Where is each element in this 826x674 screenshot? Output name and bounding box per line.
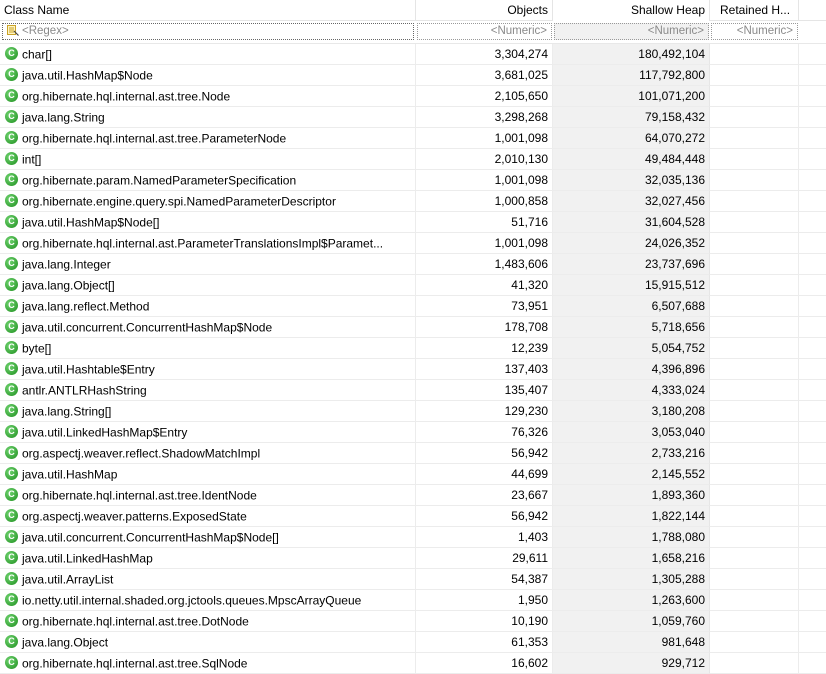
retained-heap-cell	[710, 485, 799, 506]
retained-heap-cell	[710, 590, 799, 611]
retained-heap-cell	[710, 380, 799, 401]
objects-cell: 3,304,274	[416, 44, 553, 65]
empty-cell	[799, 380, 826, 401]
class-name-cell[interactable]	[0, 632, 416, 653]
objects-cell: 61,353	[416, 632, 553, 653]
class-icon: C	[5, 47, 18, 60]
class-name-cell[interactable]	[0, 149, 416, 170]
class-name-filter-text: <Regex>	[22, 25, 69, 37]
shallow-heap-cell: 23,737,696	[553, 254, 710, 275]
table-row[interactable]	[0, 443, 826, 464]
empty-cell	[799, 464, 826, 485]
retained-heap-cell	[710, 254, 799, 275]
class-icon: C	[5, 341, 18, 354]
shallow-heap-cell: 79,158,432	[553, 107, 710, 128]
objects-cell: 56,942	[416, 506, 553, 527]
class-name-text: java.util.ArrayList	[22, 572, 114, 587]
table-row[interactable]	[0, 296, 826, 317]
column-header-retained-heap[interactable]: Retained H...	[710, 0, 799, 21]
shallow-heap-cell: 4,396,896	[553, 359, 710, 380]
class-name-text: java.lang.Object[]	[22, 278, 115, 293]
regex-filter-icon	[7, 24, 19, 36]
shallow-heap-cell: 24,026,352	[553, 233, 710, 254]
objects-cell: 1,001,098	[416, 233, 553, 254]
class-icon: C	[5, 572, 18, 585]
retained-heap-cell	[710, 65, 799, 86]
table-row[interactable]	[0, 590, 826, 611]
objects-cell: 29,611	[416, 548, 553, 569]
filter-row	[0, 21, 826, 44]
empty-cell	[799, 170, 826, 191]
class-name-cell[interactable]	[0, 443, 416, 464]
class-icon: C	[5, 362, 18, 375]
class-icon: C	[5, 425, 18, 438]
objects-cell: 1,001,098	[416, 128, 553, 149]
table-row[interactable]	[0, 548, 826, 569]
shallow-heap-cell: 929,712	[553, 653, 710, 674]
class-name-text: java.util.LinkedHashMap	[22, 551, 153, 566]
class-name-cell[interactable]	[0, 254, 416, 275]
class-name-text: java.lang.String	[22, 110, 105, 125]
objects-cell: 1,000,858	[416, 191, 553, 212]
class-name-text: java.lang.reflect.Method	[22, 299, 150, 314]
class-name-filter[interactable]	[2, 23, 414, 40]
shallow-heap-cell: 49,484,448	[553, 149, 710, 170]
retained-heap-cell	[710, 44, 799, 65]
objects-cell: 1,403	[416, 527, 553, 548]
objects-cell: 2,010,130	[416, 149, 553, 170]
table-row[interactable]	[0, 632, 826, 653]
retained-heap-cell	[710, 170, 799, 191]
empty-cell	[799, 401, 826, 422]
class-name-text: org.hibernate.hql.internal.ast.tree.SqlNode	[22, 656, 248, 671]
shallow-heap-cell: 180,492,104	[553, 44, 710, 65]
class-name-cell[interactable]	[0, 128, 416, 149]
empty-cell	[799, 65, 826, 86]
table-row[interactable]	[0, 464, 826, 485]
table-row[interactable]	[0, 86, 826, 107]
class-icon: C	[5, 320, 18, 333]
objects-cell: 54,387	[416, 569, 553, 590]
objects-cell: 16,602	[416, 653, 553, 674]
shallow-heap-cell: 6,507,688	[553, 296, 710, 317]
class-name-cell[interactable]	[0, 611, 416, 632]
table-row[interactable]	[0, 212, 826, 233]
class-name-text: org.hibernate.hql.internal.ast.tree.IdentNode	[22, 488, 257, 503]
class-name-text: antlr.ANTLRHashString	[22, 383, 147, 398]
table-row[interactable]	[0, 170, 826, 191]
shallow-heap-cell: 31,604,528	[553, 212, 710, 233]
class-icon: C	[5, 110, 18, 123]
class-name-text: java.util.concurrent.ConcurrentHashMap$Node	[22, 320, 273, 335]
class-icon: C	[5, 215, 18, 228]
retained-heap-cell	[710, 191, 799, 212]
retained-heap-cell	[710, 317, 799, 338]
class-name-cell[interactable]	[0, 422, 416, 443]
class-name-text: char[]	[22, 47, 53, 62]
class-name-cell[interactable]	[0, 548, 416, 569]
retained-heap-cell	[710, 422, 799, 443]
empty-cell	[799, 275, 826, 296]
empty-cell	[799, 191, 826, 212]
class-name-cell[interactable]	[0, 191, 416, 212]
shallow-heap-cell: 1,788,080	[553, 527, 710, 548]
class-name-text: byte[]	[22, 341, 52, 356]
shallow-heap-cell: 32,027,456	[553, 191, 710, 212]
objects-cell: 44,699	[416, 464, 553, 485]
class-name-cell[interactable]	[0, 317, 416, 338]
empty-cell	[799, 296, 826, 317]
retained-heap-cell	[710, 443, 799, 464]
class-icon: C	[5, 530, 18, 543]
empty-cell	[799, 548, 826, 569]
class-icon: C	[5, 446, 18, 459]
empty-cell	[799, 359, 826, 380]
class-icon: C	[5, 68, 18, 81]
class-name-cell[interactable]	[0, 44, 416, 65]
table-row[interactable]	[0, 380, 826, 401]
empty-cell	[799, 590, 826, 611]
column-header-class-name[interactable]: Class Name	[0, 0, 416, 21]
class-icon: C	[5, 194, 18, 207]
shallow-heap-cell: 1,822,144	[553, 506, 710, 527]
class-name-cell[interactable]	[0, 464, 416, 485]
class-name-cell[interactable]	[0, 86, 416, 107]
class-icon: C	[5, 593, 18, 606]
table-row[interactable]	[0, 128, 826, 149]
class-name-text: java.lang.String[]	[22, 404, 112, 419]
empty-cell	[799, 506, 826, 527]
table-header	[0, 0, 826, 21]
table-row[interactable]	[0, 317, 826, 338]
retained-heap-cell	[710, 401, 799, 422]
empty-cell	[799, 86, 826, 107]
empty-cell	[799, 128, 826, 149]
class-name-text: org.hibernate.hql.internal.ast.tree.ParameterNode	[22, 131, 287, 146]
class-name-text: java.util.concurrent.ConcurrentHashMap$Node[]	[22, 530, 279, 545]
shallow-heap-cell: 981,648	[553, 632, 710, 653]
retained-heap-cell	[710, 569, 799, 590]
class-name-cell[interactable]	[0, 590, 416, 611]
empty-cell	[799, 317, 826, 338]
class-name-text: org.hibernate.hql.internal.ast.tree.Node	[22, 89, 231, 104]
table-row[interactable]	[0, 44, 826, 65]
objects-cell: 76,326	[416, 422, 553, 443]
retained-heap-cell	[710, 506, 799, 527]
class-name-cell[interactable]	[0, 233, 416, 254]
table-row[interactable]	[0, 401, 826, 422]
class-icon: C	[5, 467, 18, 480]
objects-cell: 3,681,025	[416, 65, 553, 86]
class-name-text: org.aspectj.weaver.reflect.ShadowMatchImpl	[22, 446, 261, 461]
objects-cell: 12,239	[416, 338, 553, 359]
class-name-cell[interactable]	[0, 212, 416, 233]
class-name-cell[interactable]	[0, 653, 416, 674]
class-icon: C	[5, 635, 18, 648]
class-icon: C	[5, 131, 18, 144]
class-name-text: java.lang.Object	[22, 635, 109, 650]
class-name-text: java.util.Hashtable$Entry	[22, 362, 155, 377]
empty-cell	[799, 569, 826, 590]
retained-heap-cell	[710, 107, 799, 128]
objects-cell: 51,716	[416, 212, 553, 233]
empty-cell	[799, 443, 826, 464]
shallow-heap-cell: 1,893,360	[553, 485, 710, 506]
shallow-heap-cell: 1,263,600	[553, 590, 710, 611]
class-icon: C	[5, 299, 18, 312]
shallow-heap-cell: 117,792,800	[553, 65, 710, 86]
shallow-heap-cell: 15,915,512	[553, 275, 710, 296]
retained-heap-cell	[710, 296, 799, 317]
table-row[interactable]	[0, 149, 826, 170]
class-icon: C	[5, 656, 18, 669]
retained-heap-cell	[710, 275, 799, 296]
empty-cell	[799, 44, 826, 65]
retained-heap-cell	[710, 527, 799, 548]
retained-heap-cell	[710, 338, 799, 359]
empty-cell	[799, 338, 826, 359]
table-row[interactable]	[0, 611, 826, 632]
class-name-cell[interactable]	[0, 275, 416, 296]
objects-cell: 56,942	[416, 443, 553, 464]
table-row[interactable]	[0, 275, 826, 296]
table-row[interactable]	[0, 338, 826, 359]
shallow-heap-cell: 101,071,200	[553, 86, 710, 107]
table-row[interactable]	[0, 569, 826, 590]
empty-cell	[799, 233, 826, 254]
table-row[interactable]	[0, 191, 826, 212]
objects-cell: 10,190	[416, 611, 553, 632]
retained-heap-cell	[710, 128, 799, 149]
class-icon: C	[5, 257, 18, 270]
retained-heap-filter[interactable]: <Numeric>	[711, 23, 798, 40]
retained-heap-cell	[710, 632, 799, 653]
objects-cell: 23,667	[416, 485, 553, 506]
class-name-cell[interactable]	[0, 107, 416, 128]
class-icon: C	[5, 89, 18, 102]
class-name-cell[interactable]	[0, 569, 416, 590]
empty-cell	[799, 527, 826, 548]
class-icon: C	[5, 488, 18, 501]
objects-cell: 2,105,650	[416, 86, 553, 107]
retained-heap-cell	[710, 86, 799, 107]
class-name-text: org.hibernate.hql.internal.ast.ParameterTranslationsImpl$Paramet...	[22, 236, 384, 251]
class-icon: C	[5, 173, 18, 186]
shallow-heap-cell: 1,059,760	[553, 611, 710, 632]
empty-cell	[799, 653, 826, 674]
empty-cell	[799, 485, 826, 506]
class-icon: C	[5, 509, 18, 522]
class-name-cell[interactable]	[0, 485, 416, 506]
shallow-heap-cell: 1,658,216	[553, 548, 710, 569]
retained-heap-cell	[710, 464, 799, 485]
class-name-cell[interactable]	[0, 338, 416, 359]
class-name-text: org.hibernate.param.NamedParameterSpecification	[22, 173, 297, 188]
shallow-heap-cell: 5,718,656	[553, 317, 710, 338]
shallow-heap-cell: 3,180,208	[553, 401, 710, 422]
objects-cell: 1,483,606	[416, 254, 553, 275]
shallow-heap-cell: 2,733,216	[553, 443, 710, 464]
class-icon: C	[5, 152, 18, 165]
table-row[interactable]	[0, 65, 826, 86]
retained-heap-cell	[710, 611, 799, 632]
class-name-text: java.util.HashMap	[22, 467, 118, 482]
empty-cell	[799, 107, 826, 128]
empty-cell	[799, 149, 826, 170]
empty-cell	[799, 254, 826, 275]
table-row[interactable]	[0, 506, 826, 527]
class-name-text: org.aspectj.weaver.patterns.ExposedState	[22, 509, 247, 524]
class-name-cell[interactable]	[0, 527, 416, 548]
class-name-cell[interactable]	[0, 506, 416, 527]
empty-cell	[799, 611, 826, 632]
class-name-cell[interactable]	[0, 170, 416, 191]
shallow-heap-cell: 3,053,040	[553, 422, 710, 443]
retained-heap-cell	[710, 212, 799, 233]
class-name-cell[interactable]	[0, 359, 416, 380]
class-icon: C	[5, 404, 18, 417]
objects-filter[interactable]: <Numeric>	[417, 23, 552, 40]
table-row[interactable]	[0, 485, 826, 506]
retained-heap-cell	[710, 653, 799, 674]
class-icon: C	[5, 278, 18, 291]
shallow-heap-cell: 32,035,136	[553, 170, 710, 191]
objects-cell: 137,403	[416, 359, 553, 380]
class-name-text: io.netty.util.internal.shaded.org.jctools.queues.MpscArrayQueue	[22, 593, 362, 608]
column-header-objects[interactable]: Objects	[416, 0, 553, 21]
objects-cell: 3,298,268	[416, 107, 553, 128]
table-row[interactable]	[0, 233, 826, 254]
objects-cell: 41,320	[416, 275, 553, 296]
class-name-text: org.hibernate.hql.internal.ast.tree.DotNode	[22, 614, 249, 629]
class-icon: C	[5, 614, 18, 627]
objects-cell: 1,950	[416, 590, 553, 611]
class-name-text: java.util.LinkedHashMap$Entry	[22, 425, 188, 440]
table-row[interactable]	[0, 359, 826, 380]
class-name-cell[interactable]	[0, 380, 416, 401]
class-name-cell[interactable]	[0, 65, 416, 86]
table-row[interactable]	[0, 107, 826, 128]
objects-cell: 1,001,098	[416, 170, 553, 191]
class-name-text: java.lang.Integer	[22, 257, 111, 272]
empty-cell	[799, 422, 826, 443]
objects-cell: 129,230	[416, 401, 553, 422]
shallow-heap-cell: 2,145,552	[553, 464, 710, 485]
class-icon: C	[5, 383, 18, 396]
retained-heap-cell	[710, 359, 799, 380]
empty-cell	[799, 632, 826, 653]
shallow-heap-cell: 64,070,272	[553, 128, 710, 149]
table-row[interactable]	[0, 527, 826, 548]
class-name-cell[interactable]	[0, 296, 416, 317]
shallow-heap-filter[interactable]: <Numeric>	[554, 23, 709, 40]
retained-heap-cell	[710, 149, 799, 170]
class-name-cell[interactable]	[0, 401, 416, 422]
empty-cell	[799, 212, 826, 233]
retained-heap-cell	[710, 548, 799, 569]
retained-heap-cell	[710, 233, 799, 254]
objects-cell: 135,407	[416, 380, 553, 401]
shallow-heap-cell: 5,054,752	[553, 338, 710, 359]
shallow-heap-cell: 1,305,288	[553, 569, 710, 590]
column-header-shallow-heap[interactable]: Shallow Heap	[553, 0, 710, 21]
table-row[interactable]	[0, 254, 826, 275]
class-name-text: java.util.HashMap$Node[]	[22, 215, 160, 230]
class-icon: C	[5, 551, 18, 564]
objects-cell: 73,951	[416, 296, 553, 317]
class-name-text: int[]	[22, 152, 42, 167]
shallow-heap-cell: 4,333,024	[553, 380, 710, 401]
objects-cell: 178,708	[416, 317, 553, 338]
table-row[interactable]	[0, 422, 826, 443]
class-name-text: org.hibernate.engine.query.spi.NamedParameterDescriptor	[22, 194, 336, 209]
class-icon: C	[5, 236, 18, 249]
class-name-text: java.util.HashMap$Node	[22, 68, 153, 83]
table-row[interactable]	[0, 653, 826, 674]
